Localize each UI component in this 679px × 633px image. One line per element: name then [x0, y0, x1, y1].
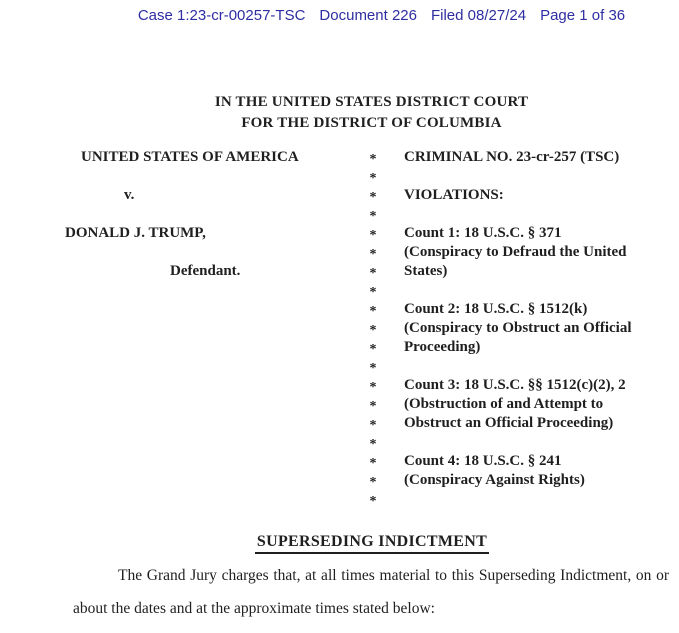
- violations-label: VIOLATIONS:: [404, 187, 504, 203]
- pacer-case-number: Case 1:23-cr-00257-TSC: [137, 7, 306, 24]
- asterisk-glyph: *: [369, 209, 377, 224]
- asterisk-glyph: *: [369, 285, 377, 300]
- count-line: Count 3: 18 U.S.C. §§ 1512(c)(2), 2: [404, 377, 626, 393]
- charging-paragraph-line2: about the dates and at the approximate times stated below:: [73, 600, 435, 617]
- pacer-page-number: Page 1 of 36: [540, 7, 626, 24]
- defendant-name: DONALD J. TRUMP,: [65, 225, 206, 241]
- count-line: Count 1: 18 U.S.C. § 371: [404, 225, 562, 241]
- asterisk-glyph: *: [369, 456, 377, 471]
- count-line: (Conspiracy Against Rights): [404, 472, 585, 488]
- indictment-heading-text: SUPERSEDING INDICTMENT: [255, 533, 489, 554]
- asterisk-glyph: *: [369, 494, 377, 509]
- asterisk-glyph: *: [369, 437, 377, 452]
- indictment-heading: [0, 533, 679, 554]
- court-title-line1: IN THE UNITED STATES DISTRICT COURT: [214, 94, 529, 110]
- count-line: (Conspiracy to Obstruct an Official: [404, 320, 632, 336]
- case-info-column: [404, 148, 676, 509]
- asterisk-glyph: *: [369, 399, 377, 414]
- court-title-line2: FOR THE DISTRICT OF COLUMBIA: [241, 115, 502, 131]
- caption-spacer: [404, 205, 676, 224]
- asterisk-glyph: *: [369, 266, 377, 281]
- count-line: Obstruct an Official Proceeding): [404, 415, 614, 431]
- count-line: Count 2: 18 U.S.C. § 1512(k): [404, 301, 588, 317]
- asterisk-glyph: *: [369, 380, 377, 395]
- asterisk-glyph: *: [369, 418, 377, 433]
- court-title: [0, 92, 679, 134]
- caption-parties: [65, 148, 360, 281]
- asterisk-glyph: *: [369, 304, 377, 319]
- asterisk-glyph: *: [369, 475, 377, 490]
- caption-spacer: [65, 205, 360, 224]
- pacer-filed-date: Filed 08/27/24: [430, 7, 527, 24]
- count-block: [404, 300, 676, 357]
- count-block: [404, 376, 676, 433]
- caption-spacer: [404, 167, 676, 186]
- caption-spacer: [65, 167, 360, 186]
- asterisk-glyph: *: [369, 228, 377, 243]
- count-line: (Conspiracy to Defraud the United: [404, 244, 627, 260]
- asterisk-glyph: *: [369, 152, 377, 167]
- count-block: [404, 452, 676, 490]
- asterisk-glyph: *: [369, 190, 377, 205]
- count-line: States): [404, 263, 448, 279]
- count-line: Proceeding): [404, 339, 481, 355]
- asterisk-glyph: *: [369, 342, 377, 357]
- asterisk-glyph: *: [369, 323, 377, 338]
- pacer-stamp: [0, 7, 679, 25]
- caption-spacer: [65, 243, 360, 262]
- pacer-document-number: Document 226: [319, 7, 417, 24]
- asterisk-glyph: *: [369, 171, 377, 186]
- defendant-label: Defendant.: [170, 263, 241, 279]
- counts-list: [404, 224, 676, 490]
- asterisk-separator-column: [365, 150, 381, 511]
- count-block: [404, 224, 676, 281]
- count-line: Count 4: 18 U.S.C. § 241: [404, 453, 562, 469]
- count-line: (Obstruction of and Attempt to: [404, 396, 604, 412]
- plaintiff-name: UNITED STATES OF AMERICA: [81, 149, 299, 165]
- charging-paragraph-line1: The Grand Jury charges that, at all times material to this Superseding Indictment, on or: [118, 567, 669, 584]
- versus-label: v.: [124, 187, 135, 203]
- asterisk-glyph: *: [369, 361, 377, 376]
- asterisk-glyph: *: [369, 247, 377, 262]
- criminal-case-number: CRIMINAL NO. 23-cr-257 (TSC): [404, 149, 620, 165]
